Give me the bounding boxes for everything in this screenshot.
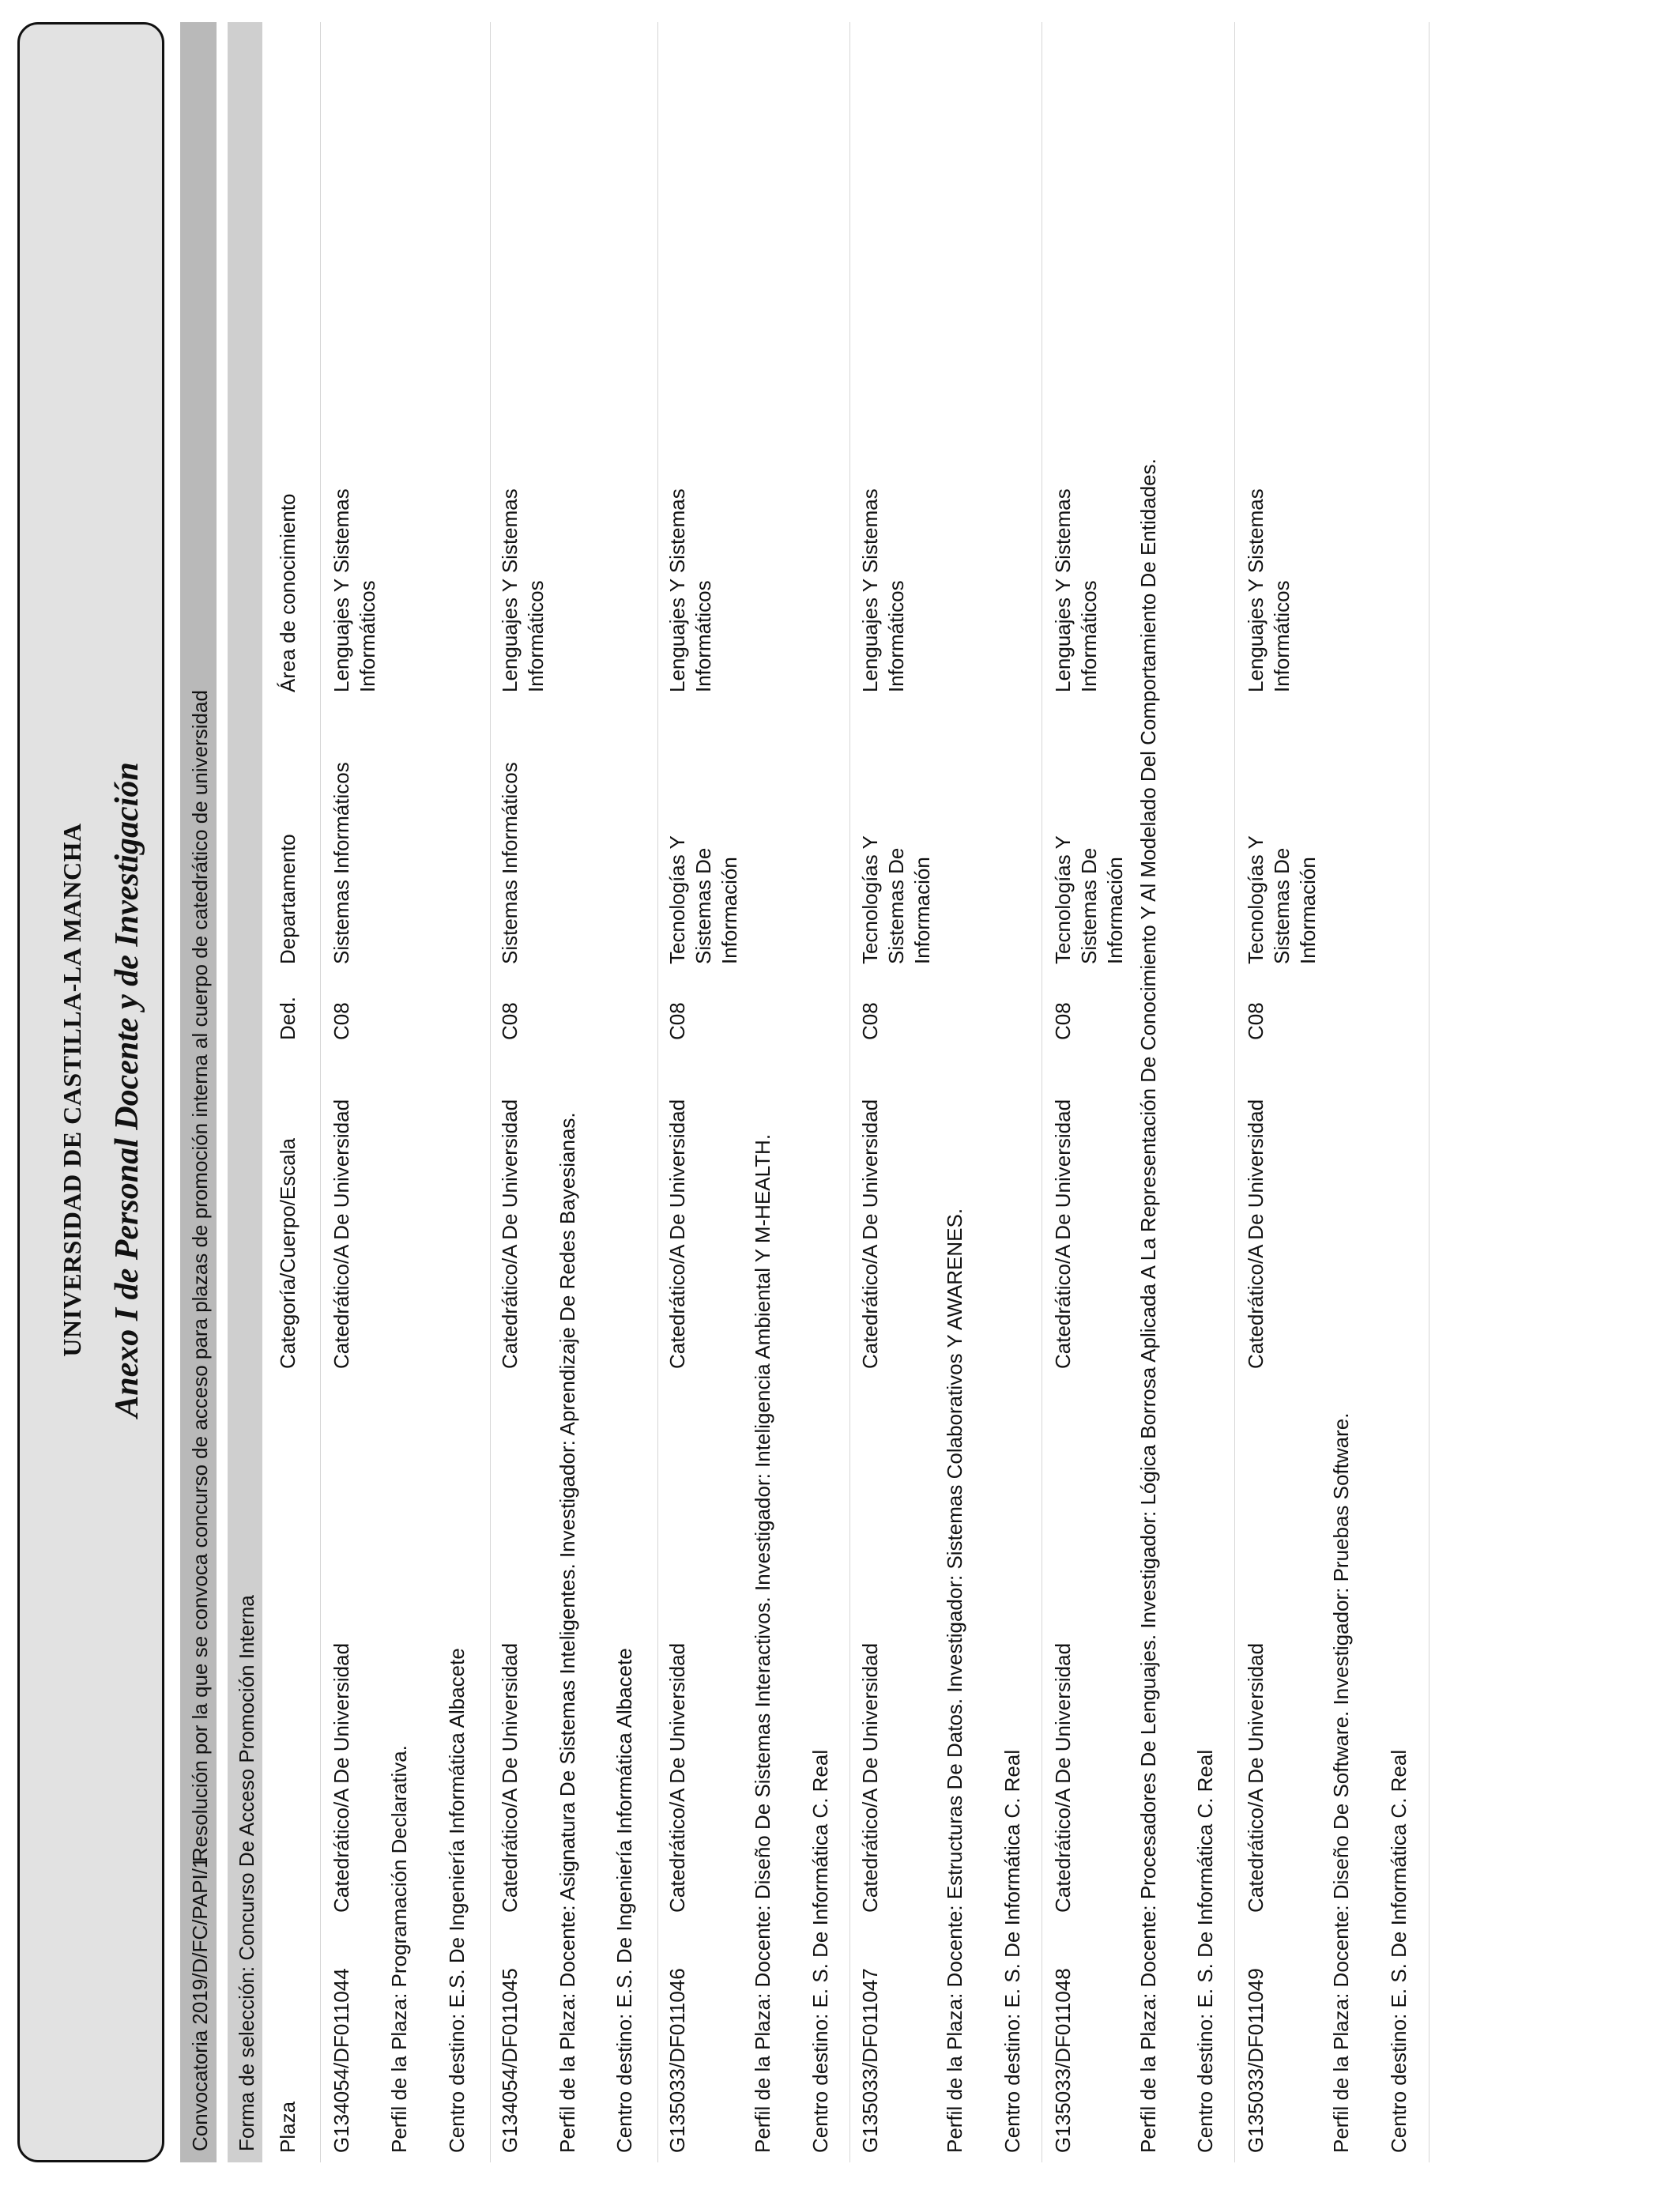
- plaza-category: Catedrático/A De Universidad: [858, 1642, 882, 1913]
- plaza-area: Lenguajes Y Sistemas Informáticos: [330, 488, 379, 692]
- title-box: [17, 22, 164, 2162]
- plaza-code: G134054/DF011045: [498, 1968, 522, 2153]
- plaza-category: Catedrático/A De Universidad: [1244, 1099, 1268, 1369]
- plaza-department: Tecnologías Y Sistemas De Información: [665, 835, 741, 964]
- header-categoria: Categoría/Cuerpo/Escala: [276, 1138, 299, 1369]
- plaza-category: Catedrático/A De Universidad: [330, 1099, 353, 1369]
- annex-title: Anexo I de Personal Docente y de Investigación: [109, 762, 145, 1418]
- plaza-category: Catedrático/A De Universidad: [498, 1642, 522, 1913]
- row-separator: [657, 22, 658, 2162]
- plaza-code: G135033/DF011047: [858, 1968, 882, 2153]
- row-separator: [1429, 22, 1430, 2162]
- header-plaza: Plaza: [276, 2101, 299, 2153]
- row-separator: [849, 22, 850, 2162]
- plaza-dedication: C08: [330, 1002, 353, 1040]
- resolution-text: Resolución por la que se convoca concurso de acceso para plazas de promoción interna al cuerpo de catedrático de universidad: [188, 690, 212, 1862]
- plaza-destination-center: Centro destino: E.S. De Ingeniería Informática Albacete: [612, 1648, 636, 2153]
- convocatoria-code: Convocatoria 2019/D/FC/PAPI/1: [188, 1857, 212, 2151]
- plaza-department: Tecnologías Y Sistemas De Información: [1244, 835, 1320, 964]
- selection-form-bar: [228, 22, 262, 2162]
- plaza-category: Catedrático/A De Universidad: [498, 1099, 522, 1369]
- plaza-category: Catedrático/A De Universidad: [330, 1642, 353, 1913]
- plaza-dedication: C08: [1051, 1002, 1075, 1040]
- plaza-profile: Perfil de la Plaza: Docente: Procesadores De Lenguajes. Investigador: Lógica Borrosa Aplicada A La Representación De Conocimiento Y Al Modelado Del Comportamiento De Entidades.: [1136, 458, 1160, 2153]
- plaza-dedication: C08: [665, 1002, 689, 1040]
- plaza-category: Catedrático/A De Universidad: [858, 1099, 882, 1369]
- plaza-dedication: C08: [858, 1002, 882, 1040]
- plaza-code: G134054/DF011044: [330, 1968, 353, 2153]
- plaza-department: Tecnologías Y Sistemas De Información: [858, 835, 934, 964]
- header-dedicacion: Ded.: [276, 997, 299, 1040]
- row-separator: [490, 22, 491, 2162]
- plaza-profile: Perfil de la Plaza: Docente: Diseño De Software. Investigador: Pruebas Software.: [1329, 1412, 1353, 2153]
- plaza-dedication: C08: [498, 1002, 522, 1040]
- plaza-area: Lenguajes Y Sistemas Informáticos: [498, 488, 548, 692]
- plaza-destination-center: Centro destino: E. S. De Informática C. Real: [1000, 1749, 1024, 2153]
- plaza-destination-center: Centro destino: E. S. De Informática C. Real: [808, 1749, 832, 2153]
- plaza-category: Catedrático/A De Universidad: [1244, 1642, 1268, 1913]
- plaza-department: Tecnologías Y Sistemas De Información: [1051, 835, 1127, 964]
- plaza-department: Sistemas Informáticos: [330, 762, 353, 964]
- row-separator: [1234, 22, 1235, 2162]
- plaza-profile: Perfil de la Plaza: Docente: Estructuras De Datos. Investigador: Sistemas Colaborativos Y AWARENES.: [943, 1208, 966, 2153]
- plaza-dedication: C08: [1244, 1002, 1268, 1040]
- plaza-profile: Perfil de la Plaza: Programación Declarativa.: [387, 1745, 411, 2153]
- plaza-area: Lenguajes Y Sistemas Informáticos: [1051, 488, 1101, 692]
- plaza-category: Catedrático/A De Universidad: [1051, 1099, 1075, 1369]
- plaza-category: Catedrático/A De Universidad: [1051, 1642, 1075, 1913]
- row-separator: [320, 22, 321, 2162]
- plaza-code: G135033/DF011046: [665, 1968, 689, 2153]
- header-departamento: Departamento: [276, 834, 299, 964]
- plaza-destination-center: Centro destino: E. S. De Informática C. Real: [1387, 1749, 1411, 2153]
- plaza-destination-center: Centro destino: E.S. De Ingeniería Informática Albacete: [445, 1648, 469, 2153]
- plaza-category: Catedrático/A De Universidad: [665, 1099, 689, 1369]
- convocatoria-bar: [180, 22, 217, 2162]
- plaza-profile: Perfil de la Plaza: Docente: Diseño De Sistemas Interactivos. Investigador: Inteligencia Ambiental Y M-HEALTH.: [751, 1133, 774, 2153]
- plaza-area: Lenguajes Y Sistemas Informáticos: [665, 488, 715, 692]
- plaza-code: G135033/DF011049: [1244, 1968, 1268, 2153]
- plaza-area: Lenguajes Y Sistemas Informáticos: [858, 488, 908, 692]
- plaza-department: Sistemas Informáticos: [498, 762, 522, 964]
- selection-form-text: Forma de selección: Concurso De Acceso Promoción Interna: [235, 1595, 258, 2151]
- plaza-code: G135033/DF011048: [1051, 1968, 1075, 2153]
- university-name: UNIVERSIDAD DE CASTILLA-LA MANCHA: [58, 823, 86, 1357]
- plaza-category: Catedrático/A De Universidad: [665, 1642, 689, 1913]
- plaza-profile: Perfil de la Plaza: Docente: Asignatura De Sistemas Inteligentes. Investigador: Aprendizaje De Redes Bayesianas.: [556, 1112, 579, 2153]
- plaza-destination-center: Centro destino: E. S. De Informática C. Real: [1193, 1749, 1217, 2153]
- header-area: Área de conocimiento: [276, 493, 299, 692]
- plaza-area: Lenguajes Y Sistemas Informáticos: [1244, 488, 1294, 692]
